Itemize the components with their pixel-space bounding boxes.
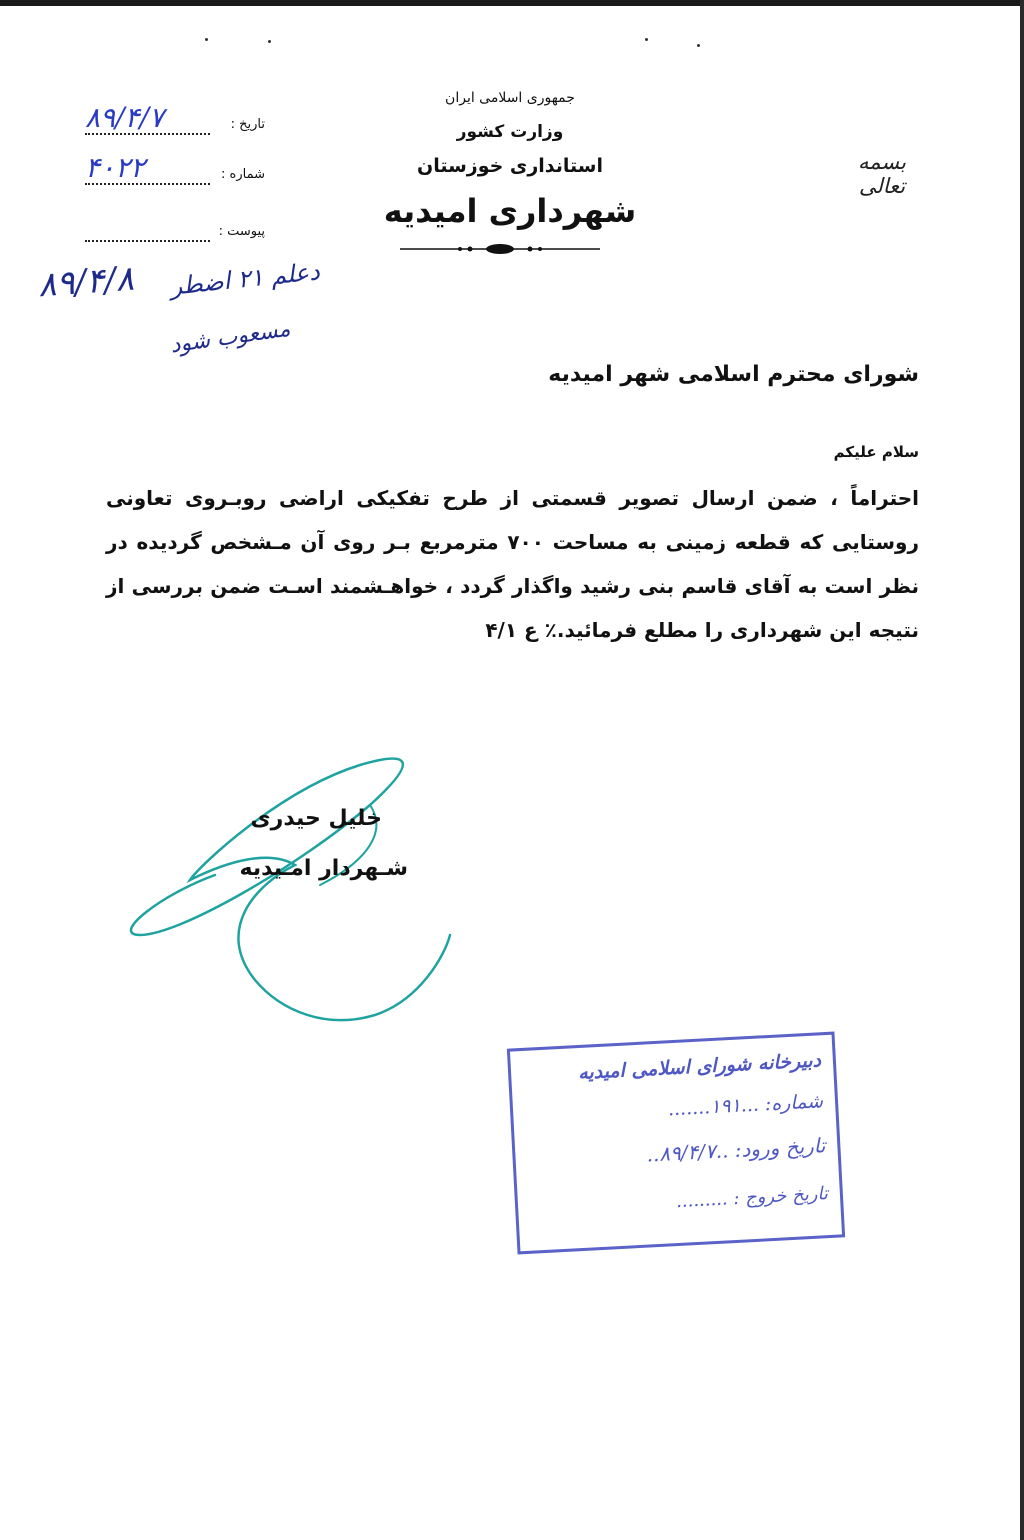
letterhead-ministry: وزارت کشور bbox=[456, 122, 564, 142]
invocation-bismihi: بسمه تعالی bbox=[858, 150, 906, 198]
scan-speck bbox=[205, 38, 208, 41]
letterhead-ornament bbox=[400, 238, 600, 260]
secretariat-stamp bbox=[507, 1032, 845, 1255]
attachment-dotted-line bbox=[85, 240, 210, 242]
number-label: شماره : bbox=[221, 167, 265, 182]
signature-scribble bbox=[120, 745, 460, 1045]
scan-speck bbox=[268, 40, 271, 43]
letter-body: احتراماً ، ضمن ارسال تصویر قسمتی از طرح تفکیکی اراضی روبـروی تعاونی روستایی که قطعه زمینی به مساحت ۷۰۰ مترمربع بـر روی آن مـشخص گردیده در نظر است به آقای قاسم بنی رشید واگذار گردد ، خواهـشمند اسـت ضمن بررسی از نتیجه این شهرداری را مطلع فرمائید.٪ ع ۴/۱ bbox=[106, 486, 920, 642]
scan-edge-top bbox=[0, 0, 1024, 6]
signatory-name: خلیل حیدری bbox=[250, 806, 382, 831]
handwritten-date: ۸۹/۴/۸ bbox=[36, 258, 136, 306]
attachment-label: پیوست : bbox=[218, 224, 265, 239]
salutation: سلام علیکم bbox=[833, 443, 919, 461]
letterhead-province: استانداری خوزستان bbox=[416, 155, 603, 177]
date-field bbox=[85, 101, 265, 141]
number-field bbox=[85, 151, 265, 191]
scan-speck bbox=[697, 44, 700, 47]
handwritten-note-line1: دعلم ۲۱ اضطر bbox=[168, 257, 322, 301]
letterhead-republic: جمهوری اسلامی ایران bbox=[445, 90, 575, 106]
stamp-exit-date: تاریخ خروج : ......... bbox=[675, 1183, 829, 1213]
scan-edge-right bbox=[1020, 0, 1024, 1540]
number-value: ۴۰۲۲ bbox=[85, 151, 146, 184]
signatory-title: شـهردار امـیدیه bbox=[239, 856, 408, 881]
recipient-heading: شورای محترم اسلامی شهر امیدیه bbox=[548, 362, 919, 387]
attachment-field bbox=[85, 222, 265, 248]
stamp-number: شماره: ...۱۹۱....... bbox=[667, 1090, 824, 1121]
letterhead-municipality: شهرداری امیدیه bbox=[383, 192, 637, 230]
handwritten-note-line2: مسعوب شود bbox=[168, 316, 292, 359]
date-label: تاریخ : bbox=[230, 117, 265, 132]
scan-speck bbox=[645, 38, 648, 41]
date-value: ۸۹/۴/۷ bbox=[85, 101, 165, 134]
stamp-title: دبیرخانه شورای اسلامی امیدیه bbox=[577, 1049, 822, 1085]
stamp-entry-date: تاریخ ورود: ..۸۹/۴/۷.. bbox=[645, 1133, 826, 1167]
